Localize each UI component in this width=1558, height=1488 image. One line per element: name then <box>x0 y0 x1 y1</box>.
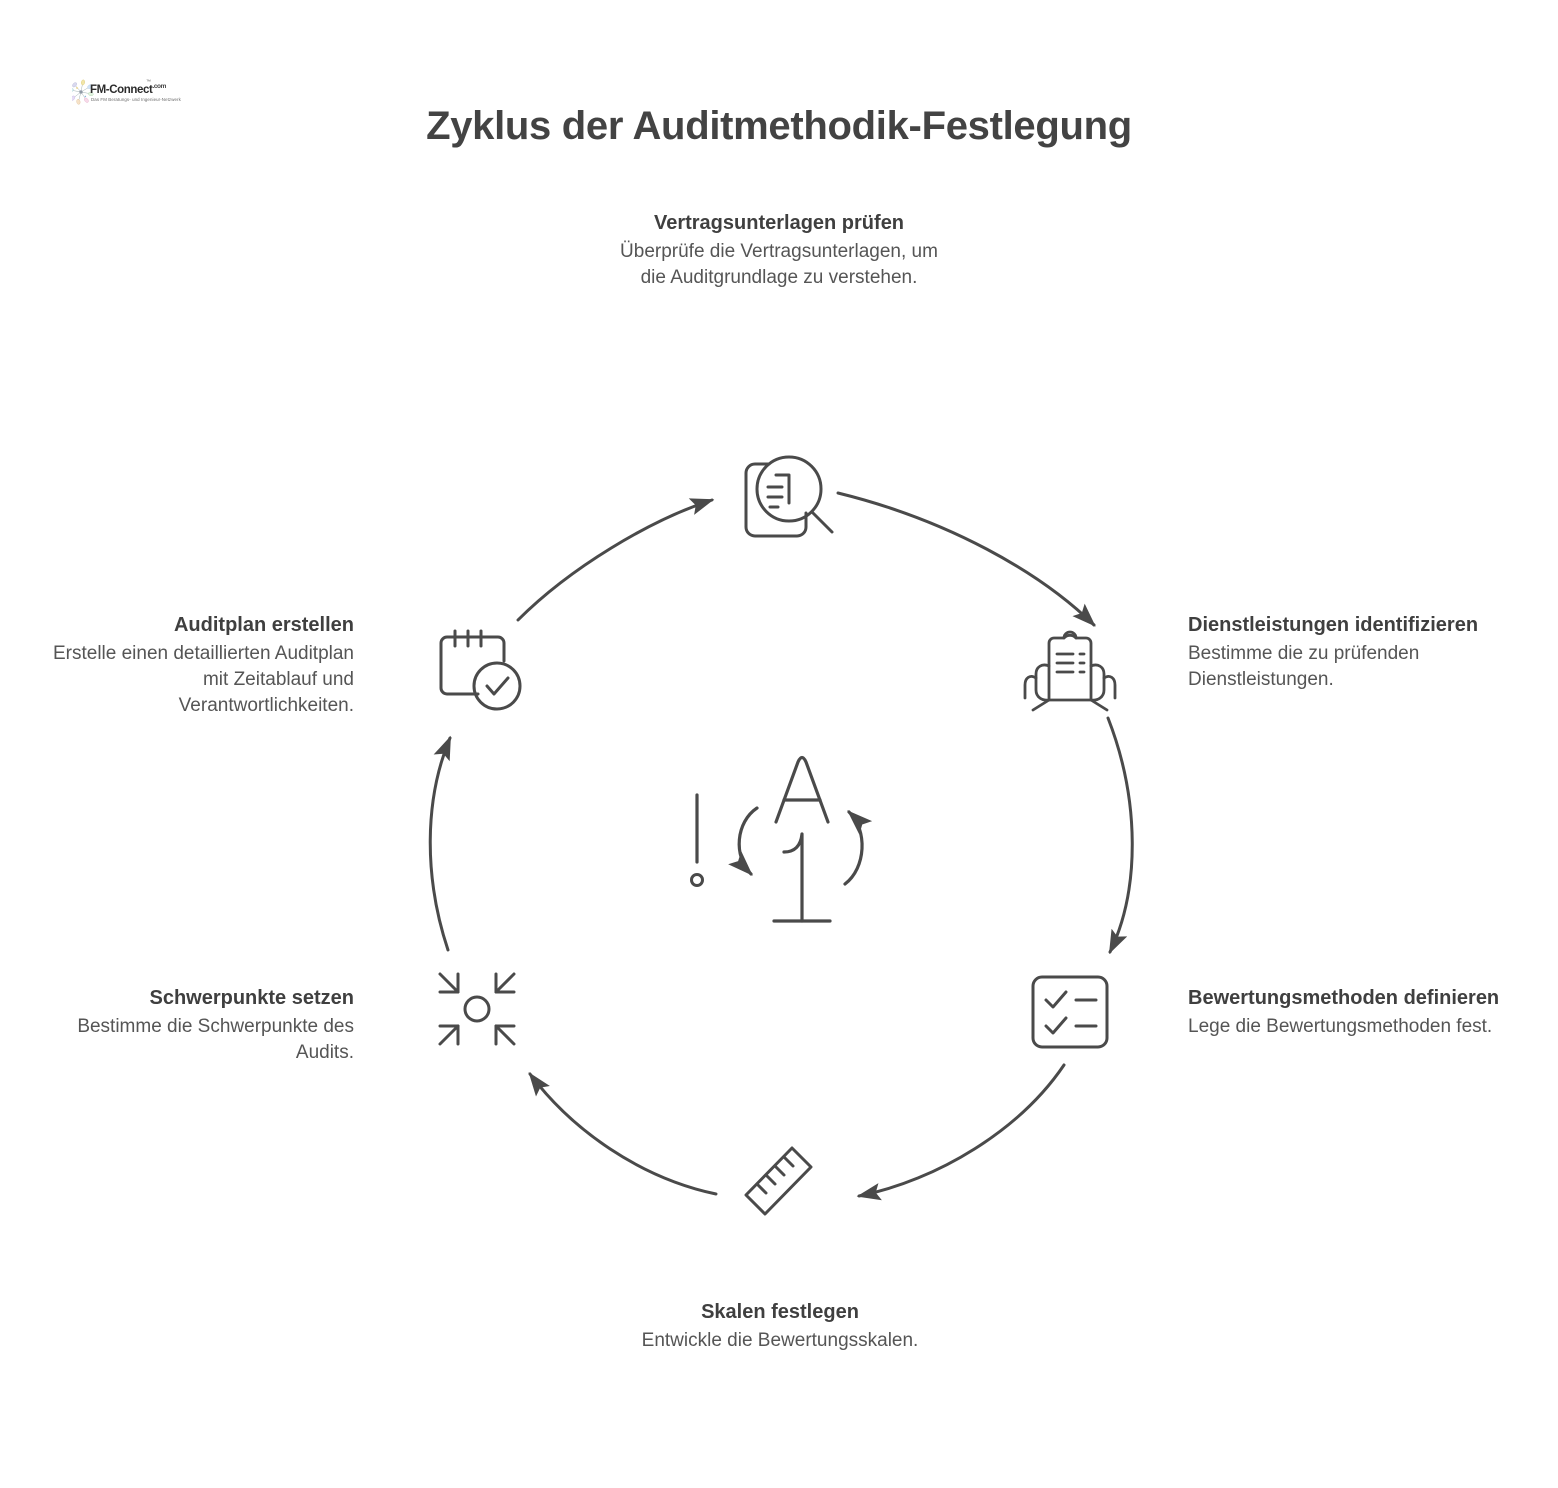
arrow-upper-right-to-lower-right <box>1108 718 1132 952</box>
arrow-bottom-to-lower-left <box>530 1074 716 1194</box>
node-title: Skalen festlegen <box>701 1301 859 1323</box>
brand-trademark: ™ <box>146 79 151 85</box>
node-title: Bewertungsmethoden definieren <box>1188 987 1500 1009</box>
brand-name: FM-Connect$^{.com}$ <box>90 83 167 96</box>
node-label-bewertungsmethoden-definieren <box>1188 984 1518 1040</box>
node-description: Erstelle einen detaillierten Auditplan mit Zeitablauf und Verantwortlichkeiten. <box>52 643 354 717</box>
arrow-upper-left-to-top <box>518 500 712 620</box>
hands-holding-clipboard-icon <box>1025 632 1115 710</box>
node-title: Dienstleistungen identifizieren <box>1188 614 1479 636</box>
focus-arrows-icon <box>440 974 514 1044</box>
arrow-top-to-upper-right <box>838 493 1094 625</box>
node-title: Vertragsunterlagen prüfen <box>653 212 905 234</box>
node-label-dienstleistungen-identifizieren <box>1188 611 1518 693</box>
node-label-vertragsunterlagen-pruefen <box>609 209 949 291</box>
arrow-lower-left-to-upper-left <box>430 738 450 950</box>
calendar-check-icon <box>441 631 520 709</box>
brand-suffix: .com <box>152 83 167 90</box>
node-label-schwerpunkte-setzen <box>40 984 354 1066</box>
node-description: Lege die Bewertungsmethoden fest. <box>1188 1016 1493 1037</box>
cycle-connector-arrows <box>430 493 1132 1196</box>
ruler-icon <box>746 1148 811 1214</box>
node-description: Entwickle die Bewertungsskalen. <box>641 1330 919 1351</box>
document-magnifier-icon <box>746 457 832 536</box>
arrow-lower-right-to-bottom <box>859 1065 1064 1196</box>
page-title: Zyklus der Auditmethodik-Festlegung <box>426 104 1132 148</box>
node-description: Überprüfe die Vertragsunterlagen, um die Auditgrundlage zu verstehen. <box>620 241 938 289</box>
checklist-box-icon <box>1033 977 1107 1047</box>
node-label-auditplan-erstellen <box>30 611 354 720</box>
node-label-skalen-festlegen <box>615 1298 945 1354</box>
node-description: Bestimme die Schwerpunkte des Audits. <box>77 1016 354 1064</box>
node-title: Auditplan erstellen <box>173 614 354 636</box>
node-title: Schwerpunkte setzen <box>149 987 354 1009</box>
a1-translate-cycle-icon <box>692 758 863 922</box>
brand-tagline: Das FM Beratungs- und Ingenieur-Netzwerk <box>91 97 181 102</box>
node-description: Bestimme die zu prüfenden Dienstleistungen. <box>1188 643 1420 691</box>
